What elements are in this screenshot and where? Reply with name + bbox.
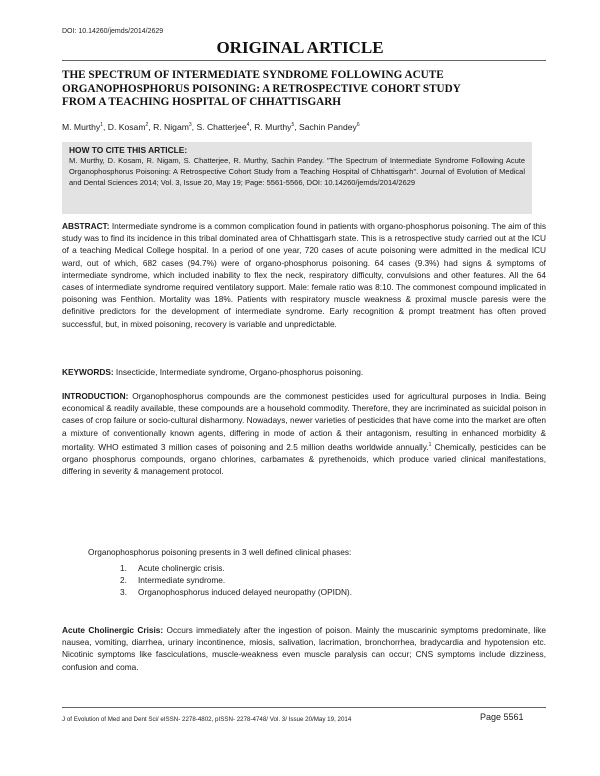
introduction-paragraph bbox=[62, 390, 546, 477]
abstract-text: Intermediate syndrome is a common complication found in patients with organo-phosphorus poisoning. The aim of this study was to find its incidence in this tribal dominated area of Chhattisgarh state. This is a retrospective study carried out at the ICU of a teaching Medical College hospital. In a period of one year, 720 cases of acute poisoning were admitted in the medical ICU ward, out of which, 682 cases (94.7%) were of organo-phosphorus poisoning. 64 cases (9.3%) had signs & symptoms of intermediate syndrome, which included inability to flex the neck, respiratory difficulty, convulsions and other features. All the 64 cases of intermediate syndrome required ventilatory support. Male: female ratio was 8:10. The commonest compound implicated in poisoning was Fenthion. Mortality was 18%. Patients with respiratory muscle weakness & proximal muscle paresis were the definitive predictors for the development of intermediate syndrome. Early recognition & prompt treatment has often proved successful, but, in mixed poisoning, recovery is variable and unpredictable. bbox=[62, 221, 546, 329]
citation-box bbox=[62, 142, 532, 214]
phases-list bbox=[120, 562, 352, 599]
footer-divider bbox=[62, 707, 546, 708]
doi-text: DOI: 10.14260/jemds/2014/2629 bbox=[62, 28, 164, 35]
list-item bbox=[120, 562, 352, 574]
list-item bbox=[120, 574, 352, 586]
article-title bbox=[62, 69, 546, 110]
title-line: ORGANOPHOSPHORUS POISONING: A RETROSPECTIVE COHORT STUDY bbox=[62, 82, 461, 95]
introduction-text: Organophosphorus compounds are the commonest pesticides used for agricultural purposes in India. Being economical & readily available, these compounds are a household commodity. Therefore, they are incriminated as suicidal poison in cases of crop failure or socio-cultural disharmony. Nowadays, newer varieties of pesticides that have come into the market are often a mixture of conventionally known agents, differing in mode of action & their antagonism, resulting in enhanced morbidity & mortality. WHO estimated 3 million cases of poisoning and 2.5 million deaths worldwide annually. bbox=[62, 391, 546, 452]
author-affiliation: 1 bbox=[100, 122, 103, 129]
author-name: M. Murthy bbox=[62, 122, 101, 132]
introduction-text-continued: Chemically, pesticides can be organo phosphorus compounds, organo chlorines, carbamates & pyrethenoids, which produce varied clinical manifestations, differing in severity & management protocol. bbox=[62, 441, 547, 476]
acute-crisis-label: Acute Cholinergic Crisis: bbox=[62, 625, 164, 635]
keywords-paragraph bbox=[62, 366, 546, 378]
article-type-heading: ORIGINAL ARTICLE bbox=[216, 38, 384, 57]
list-item-text: Organophosphorus induced delayed neuropathy (OPIDN). bbox=[138, 587, 353, 598]
list-number: 1. bbox=[120, 563, 127, 573]
keywords-text: Insecticide, Intermediate syndrome, Organo-phosphorus poisoning. bbox=[113, 367, 364, 377]
author-affiliation: 5 bbox=[291, 122, 295, 129]
title-line: FROM A TEACHING HOSPITAL OF CHHATTISGARH bbox=[62, 96, 342, 109]
list-number: 3. bbox=[120, 587, 127, 598]
acute-crisis-text: Occurs immediately after the ingestion of poison. Mainly the muscarinic symptoms predominate, like nausea, vomiting, diarrhea, urinary incontinence, miosis, salivation, lacrimation, bronchorrhea, bradycardia and hypotension etc. Nicotinic symptoms like fasciculations, muscle-weakness even muscle paralysis can occur; CNS symptoms include dizziness, confusion and coma. bbox=[62, 625, 547, 672]
citation-heading: HOW TO CITE THIS ARTICLE: bbox=[69, 145, 188, 155]
list-item bbox=[120, 586, 352, 598]
keywords-label: KEYWORDS: bbox=[62, 367, 114, 377]
reference-marker: 1 bbox=[428, 441, 432, 448]
list-item-text: Intermediate syndrome. bbox=[138, 575, 226, 586]
author-name: R. Murthy bbox=[254, 122, 292, 132]
author-affiliation: 3 bbox=[188, 122, 192, 129]
acute-crisis-paragraph bbox=[62, 624, 546, 673]
page-number: Page 5561 bbox=[480, 712, 524, 722]
author-list: M. Murthy$^1$, D. Kosam$^2$, R. Nigam$^3$, S. Chatterjee$^4$, R. Murthy$^5$, Sachin Pandey$^6$ bbox=[62, 122, 360, 132]
citation-text: M. Murthy, D. Kosam, R. Nigam, S. Chatterjee, R. Murthy, Sachin Pandey. "The Spectrum of Intermediate Syndrome Following Acute Organophosphorus Poisoning: A Retrospective Cohort Study from a Teaching Hospital of Chhattisgarh". Journal of Evolution of Medical and Dental Sciences 2014; Vol. 3, Issue 20, May 19; Page: 5561-5566, DOI: 10.14260/jemds/2014/2629 bbox=[69, 156, 525, 187]
abstract-label: ABSTRACT: bbox=[62, 221, 110, 231]
author-name: R. Nigam bbox=[153, 122, 189, 132]
phases-intro-text: Organophosphorus poisoning presents in 3 well defined clinical phases: bbox=[88, 547, 352, 557]
journal-footer: J of Evolution of Med and Dent Sci/ eISSN- 2278-4802, pISSN- 2278-4748/ Vol. 3/ Issue 20/May 19, 2014 bbox=[62, 716, 352, 723]
abstract-paragraph bbox=[62, 220, 546, 330]
list-number: 2. bbox=[120, 575, 127, 586]
author-affiliation: 6 bbox=[356, 122, 360, 129]
author-name: D. Kosam bbox=[107, 122, 146, 132]
introduction-label: INTRODUCTION: bbox=[62, 391, 129, 401]
header-divider bbox=[62, 60, 546, 61]
author-affiliation: 4 bbox=[246, 122, 250, 129]
author-name: Sachin Pandey bbox=[299, 122, 357, 132]
title-line: THE SPECTRUM OF INTERMEDIATE SYNDROME FOLLOWING ACUTE bbox=[62, 69, 444, 81]
author-affiliation: 2 bbox=[145, 122, 149, 129]
list-item-text: Acute cholinergic crisis. bbox=[138, 563, 225, 573]
author-name: S. Chatterjee bbox=[196, 122, 247, 132]
